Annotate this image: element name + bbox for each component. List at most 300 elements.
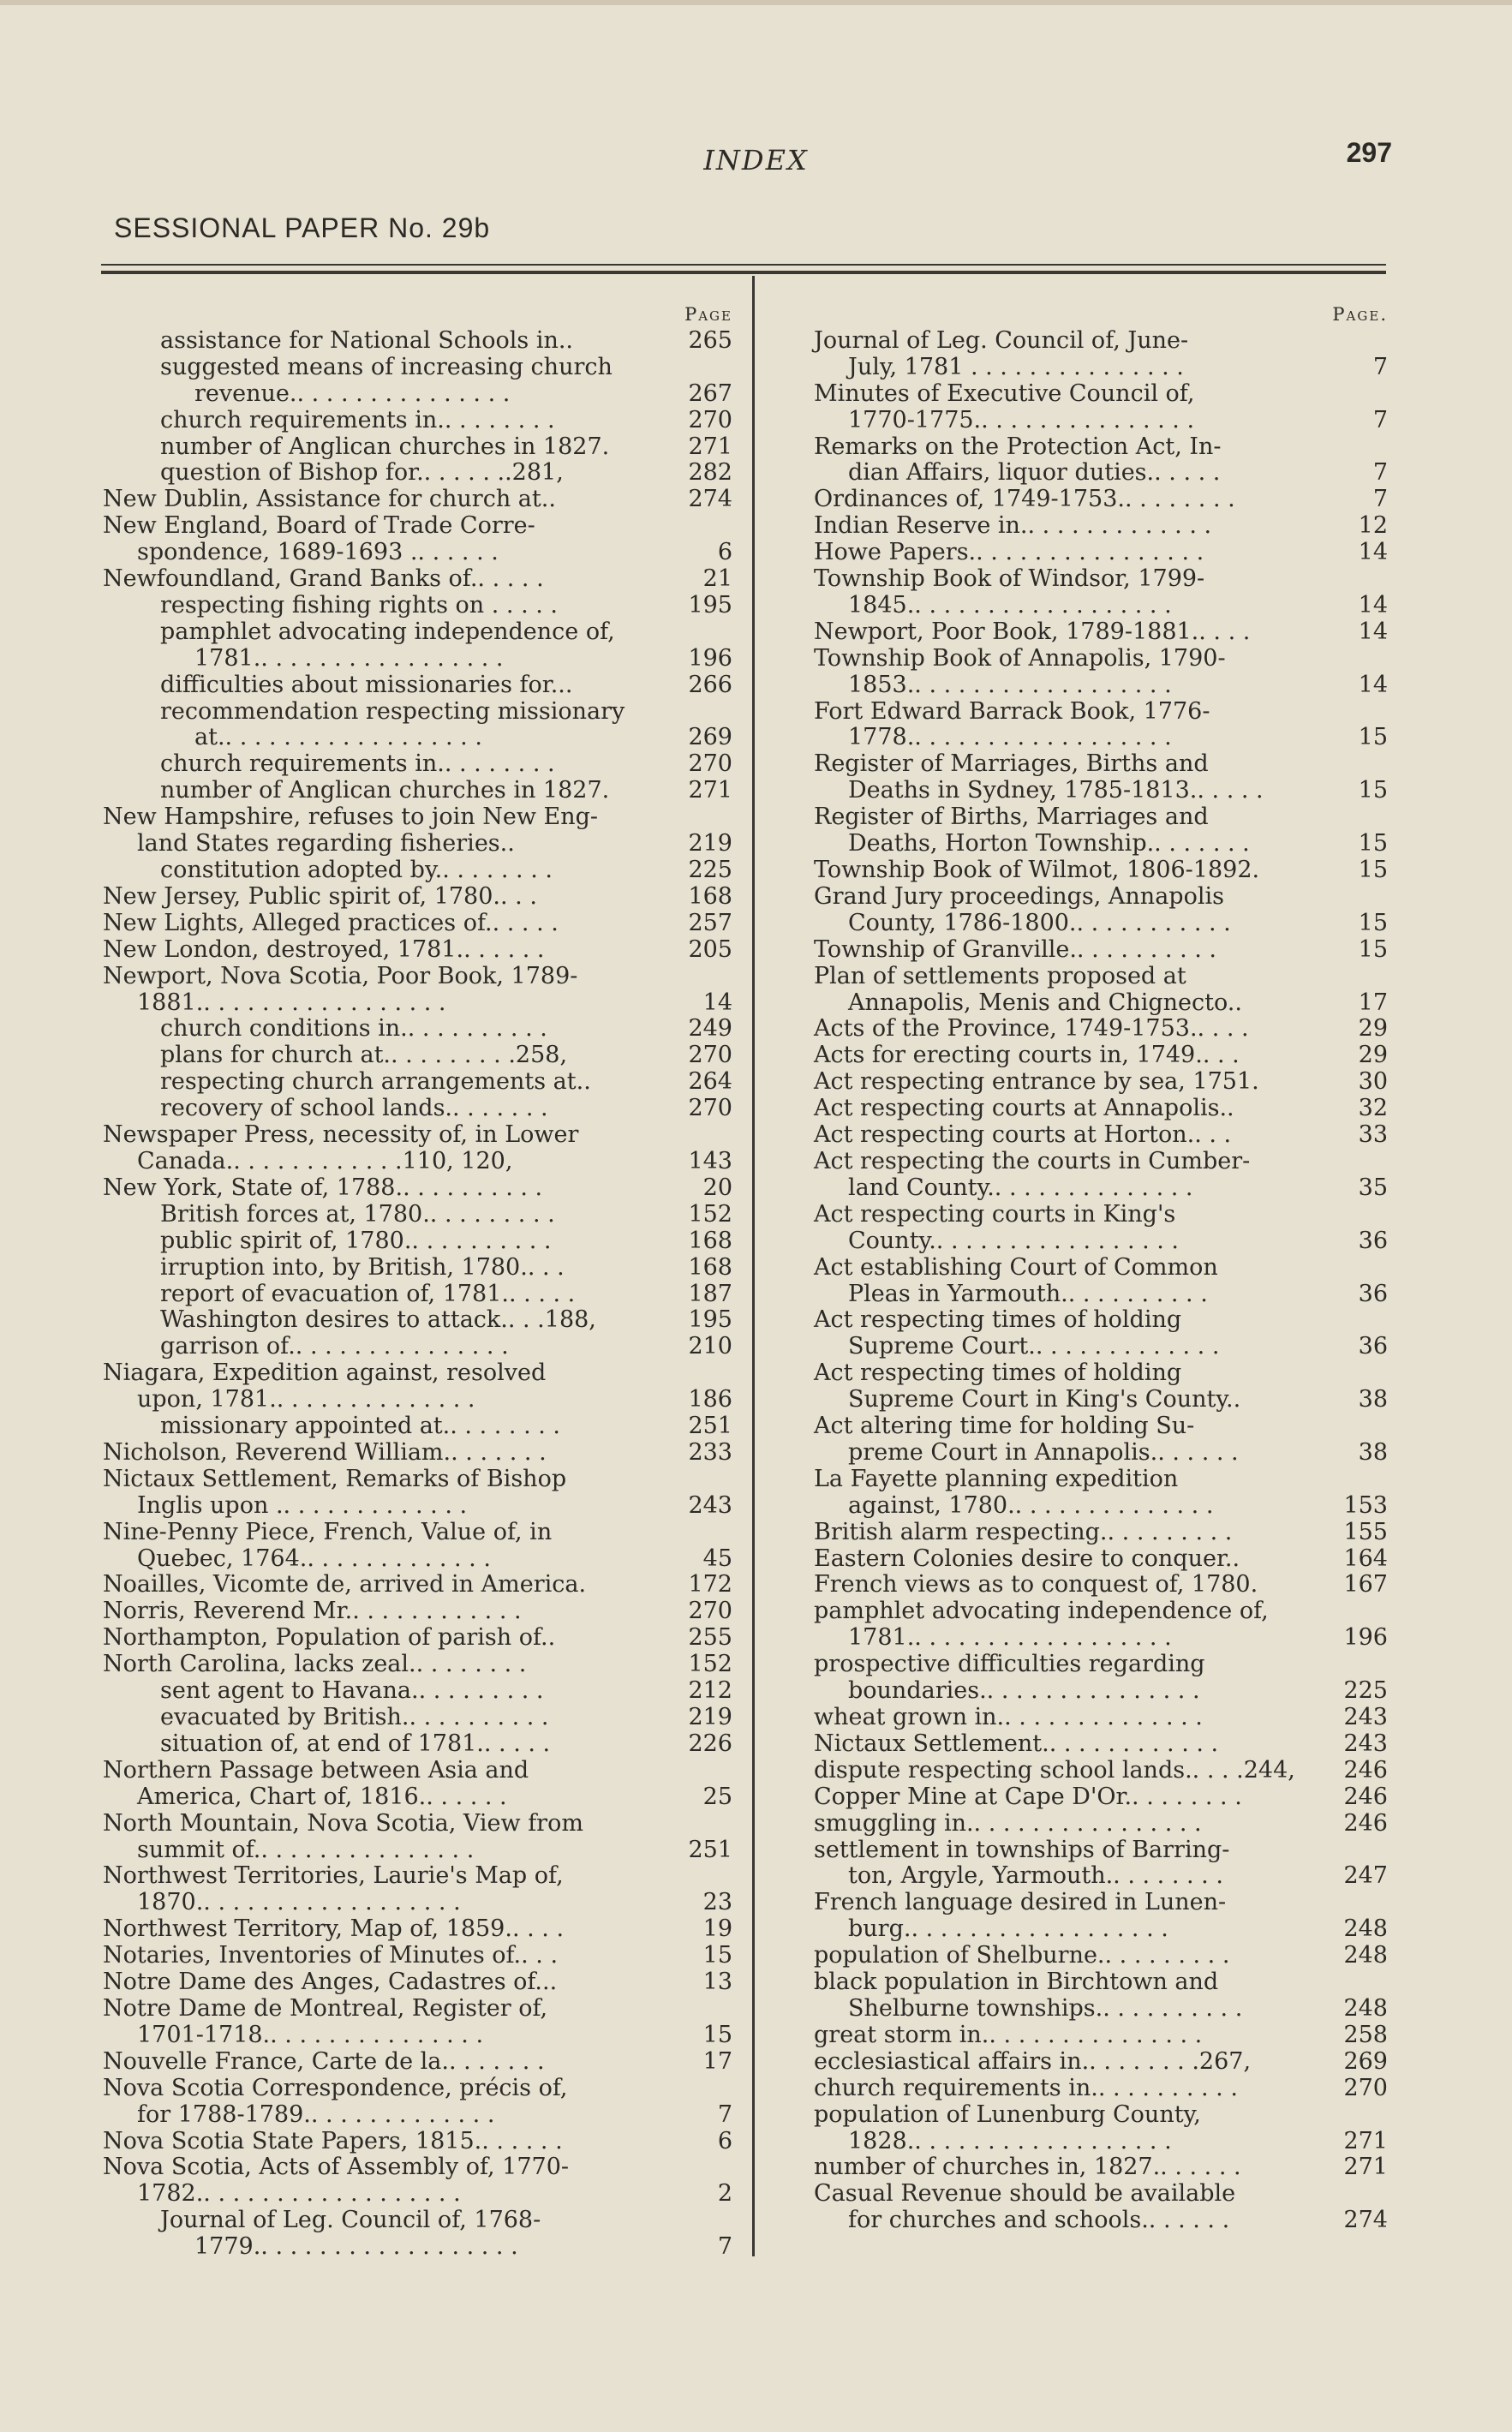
- index-entry-line: great storm in.. . . . . . . . . . . . . . .: [814, 2021, 1203, 2048]
- index-entry-line: Northern Passage between Asia and: [103, 1756, 529, 1784]
- index-entry-text: [814, 646, 1304, 699]
- index-entry-line: settlement in townships of Barring-: [814, 1836, 1230, 1863]
- index-entry: [103, 1916, 732, 1943]
- index-entry-page: 270: [688, 750, 732, 778]
- index-entry-line: North Mountain, Nova Scotia, View from: [103, 1809, 583, 1837]
- index-entry-text: [103, 1598, 648, 1625]
- index-entry-page: 271: [688, 777, 732, 804]
- index-entry-text: [814, 1705, 1304, 1731]
- index-entry-line: pamphlet advocating independence of,: [814, 1598, 1269, 1625]
- index-entry-line: Northampton, Population of parish of..: [103, 1624, 556, 1652]
- index-entry-line: Nicholson, Reverend William.. . . . . . .: [103, 1438, 547, 1466]
- index-entry-line: sent agent to Havana.. . . . . . . . .: [160, 1677, 544, 1705]
- index-entry: [814, 1467, 1388, 1520]
- index-entry-line: population of Lunenburg County,: [814, 2100, 1201, 2128]
- index-entry: [103, 672, 732, 699]
- index-entry-page: 152: [688, 1200, 732, 1228]
- index-entry-line: Act respecting the courts in Cumber-: [814, 1147, 1251, 1174]
- index-entry-text: [814, 1413, 1304, 1467]
- index-entry-line: 1845.. . . . . . . . . . . . . . . . . .: [848, 591, 1172, 618]
- index-entry-page: 243: [688, 1491, 732, 1519]
- index-entry-page: 187: [688, 1280, 732, 1307]
- index-entry: [103, 778, 732, 804]
- index-entry-text: [103, 937, 648, 964]
- index-entry-text: [103, 1678, 648, 1705]
- index-entry-page: 14: [702, 989, 732, 1016]
- index-entry-line: County, 1786-1800.. . . . . . . . . . .: [848, 909, 1231, 936]
- index-entry-text: [103, 1282, 648, 1308]
- index-entry-line: recovery of school lands.. . . . . . .: [160, 1095, 548, 1122]
- index-entry-line: 1828.. . . . . . . . . . . . . . . . . .: [848, 2127, 1172, 2154]
- index-entry-text: [103, 434, 648, 461]
- index-entry-page: 19: [702, 1915, 732, 1943]
- index-entry: [103, 1996, 732, 2049]
- index-entry-line: Nictaux Settlement, Remarks of Bishop: [103, 1465, 567, 1492]
- index-entry: [814, 857, 1388, 884]
- index-entry-line: constitution adopted by.. . . . . . . .: [160, 857, 553, 884]
- index-entry-text: [814, 1598, 1304, 1652]
- index-entry: [103, 328, 732, 355]
- index-entry-line: respecting church arrangements at..: [160, 1068, 591, 1096]
- index-entry-page: 246: [1343, 1783, 1388, 1810]
- index-entry-line: French views as to conquest of, 1780.: [814, 1571, 1258, 1598]
- index-entry-text: [103, 2154, 648, 2208]
- index-entry-line: wheat grown in.. . . . . . . . . . . . . .: [814, 1704, 1203, 1731]
- index-entry-text: [103, 857, 648, 884]
- index-entry-text: [814, 1969, 1304, 2023]
- index-entry: [103, 2049, 732, 2076]
- index-entry-text: [814, 566, 1304, 619]
- index-entry-page: 248: [1343, 1994, 1388, 2022]
- index-entry-line: Act respecting courts in King's: [814, 1200, 1176, 1228]
- index-entry: [814, 540, 1388, 566]
- index-entry-page: 270: [688, 1598, 732, 1625]
- index-entry-page: 267: [688, 379, 732, 407]
- index-entry: [103, 2076, 732, 2129]
- index-entry-page: 196: [688, 644, 732, 672]
- index-column-left: [103, 302, 754, 2261]
- index-entry-text: [103, 2049, 648, 2076]
- index-entry: [103, 1520, 732, 1573]
- index-entry-page: 269: [688, 724, 732, 751]
- index-entry-text: [103, 408, 648, 434]
- index-entry-page: 251: [688, 1836, 732, 1863]
- index-entry: [814, 2076, 1388, 2102]
- index-entry-line: Act respecting courts at Annapolis..: [814, 1095, 1234, 1122]
- index-entry-page: 226: [688, 1730, 732, 1757]
- index-entry-page: 6: [717, 2127, 732, 2154]
- index-entry-line: Township Book of Windsor, 1799-: [814, 565, 1205, 593]
- index-entry: [814, 1784, 1388, 1811]
- index-entry-page: 14: [1358, 618, 1388, 645]
- index-entry-line: Newfoundland, Grand Banks of.. . . . .: [103, 565, 544, 593]
- index-entry-line: Nova Scotia, Acts of Assembly of, 1770-: [103, 2154, 570, 2181]
- page-number: 297: [1346, 137, 1392, 168]
- index-entry-page: 7: [717, 2233, 732, 2261]
- index-entry-page: 225: [688, 857, 732, 884]
- index-entry-text: [103, 672, 648, 699]
- index-entry-text: [103, 1307, 648, 1334]
- index-entry-page: 7: [1372, 486, 1388, 513]
- index-entry: [814, 937, 1388, 964]
- index-entry: [103, 1122, 732, 1175]
- index-entry-line: 1778.. . . . . . . . . . . . . . . . . .: [848, 724, 1172, 751]
- index-entry-line: church conditions in.. . . . . . . . . .: [160, 1015, 547, 1043]
- index-entry-line: church requirements in.. . . . . . . .: [160, 750, 555, 778]
- index-entry: [103, 1096, 732, 1122]
- index-entry-line: ton, Argyle, Yarmouth.. . . . . . . .: [848, 1862, 1223, 1890]
- index-entry: [103, 1175, 732, 1202]
- index-entry-line: Northwest Territories, Laurie's Map of,: [103, 1862, 564, 1890]
- index-entry-page: 13: [702, 1969, 732, 1996]
- index-entry-line: Niagara, Expedition against, resolved: [103, 1359, 547, 1387]
- index-entry-page: 195: [688, 591, 732, 618]
- index-entry-page: 164: [1343, 1545, 1388, 1572]
- index-entry: [814, 751, 1388, 804]
- index-entry-text: [814, 1467, 1304, 1520]
- index-entry-text: [103, 1758, 648, 1811]
- sessional-paper-label: SESSIONAL PAPER No. 29b: [114, 212, 491, 243]
- index-entry-line: Act respecting times of holding: [814, 1306, 1182, 1334]
- index-entry-page: 255: [688, 1624, 732, 1652]
- index-entry-line: number of Anglican churches in 1827.: [160, 433, 610, 460]
- index-entry: [103, 2129, 732, 2155]
- index-entry: [814, 1069, 1388, 1096]
- index-entry-page: 36: [1358, 1280, 1388, 1307]
- index-entry-page: 23: [702, 1889, 732, 1916]
- index-entry-page: 36: [1358, 1333, 1388, 1360]
- index-entry-text: [103, 513, 648, 566]
- index-entry-text: [814, 1360, 1304, 1413]
- index-entry-text: [103, 1572, 648, 1598]
- index-entry-page: 20: [702, 1174, 732, 1201]
- index-entry: [814, 964, 1388, 1017]
- index-entry-text: [103, 487, 648, 513]
- index-entry-line: spondence, 1689-1693 .. . . . . .: [137, 539, 499, 566]
- index-entry-line: population of Shelburne.. . . . . . . . .: [814, 1942, 1230, 1969]
- index-entry-text: [103, 566, 648, 593]
- index-entry-line: New Hampshire, refuses to join New Eng-: [103, 804, 599, 831]
- index-entry-page: 32: [1358, 1095, 1388, 1122]
- index-entry: [103, 487, 732, 513]
- index-entry: [814, 566, 1388, 619]
- index-entry: [103, 1282, 732, 1308]
- index-entry-line: Act respecting courts at Horton.. . .: [814, 1121, 1232, 1149]
- index-entry-page: 25: [702, 1783, 732, 1810]
- index-entry-line: Supreme Court in King's County..: [848, 1386, 1241, 1413]
- index-entry-line: public spirit of, 1780.. . . . . . . . . .: [160, 1227, 552, 1254]
- index-entry-line: Ordinances of, 1749-1753.. . . . . . . .: [814, 486, 1235, 513]
- index-entry-line: Notre Dame des Anges, Cadastres of...: [103, 1969, 558, 1996]
- index-entry-text: [103, 751, 648, 778]
- index-entry-line: Nova Scotia Correspondence, précis of,: [103, 2074, 568, 2101]
- index-entry-line: at.. . . . . . . . . . . . . . . . . .: [194, 724, 482, 751]
- index-entry-line: Township of Granville.. . . . . . . . . .: [814, 935, 1216, 963]
- index-entry-line: Minutes of Executive Council of,: [814, 379, 1195, 407]
- index-entry: [814, 1122, 1388, 1149]
- index-entry-text: [103, 1016, 648, 1043]
- index-entry-page: 258: [1343, 2021, 1388, 2048]
- page-column-label-right: Page.: [1332, 304, 1388, 325]
- index-entry: [103, 937, 732, 964]
- index-entry-line: assistance for National Schools in..: [160, 326, 574, 354]
- index-entry-text: [103, 1625, 648, 1652]
- index-entry-page: 15: [1358, 857, 1388, 884]
- index-entry-page: 205: [688, 935, 732, 963]
- index-entry-line: Register of Births, Marriages and: [814, 804, 1209, 831]
- index-entry-page: 248: [1343, 1915, 1388, 1943]
- index-entry-line: British alarm respecting.. . . . . . . . .: [814, 1518, 1233, 1545]
- index-entry-line: Pleas in Yarmouth.. . . . . . . . . .: [848, 1280, 1208, 1307]
- index-entry: [814, 328, 1388, 381]
- index-entry-page: 270: [1343, 2074, 1388, 2101]
- index-entry: [103, 1069, 732, 1096]
- index-entry-line: smuggling in.. . . . . . . . . . . . . . . .: [814, 1809, 1202, 1837]
- index-entry-text: [103, 1467, 648, 1520]
- index-entry-line: garrison of.. . . . . . . . . . . . . . .: [160, 1333, 509, 1360]
- index-entry-line: Township Book of Annapolis, 1790-: [814, 644, 1226, 672]
- index-entry: [103, 408, 732, 434]
- index-entry-line: Nine-Penny Piece, French, Value of, in: [103, 1518, 553, 1545]
- index-entry-line: Noailles, Vicomte de, arrived in America.: [103, 1571, 587, 1598]
- index-entry-line: prospective difficulties regarding: [814, 1651, 1205, 1678]
- index-entry-page: 219: [688, 830, 732, 857]
- index-entry-line: upon, 1781.. . . . . . . . . . . . . .: [137, 1386, 475, 1413]
- index-entry-text: [814, 1122, 1304, 1149]
- index-entry: [103, 1307, 732, 1334]
- index-entry-text: [814, 1731, 1304, 1758]
- index-entry-line: Act altering time for holding Su-: [814, 1413, 1195, 1440]
- index-entry: [103, 1228, 732, 1255]
- index-entry-page: 266: [688, 671, 732, 698]
- index-entry: [814, 1731, 1388, 1758]
- index-entry-text: [103, 593, 648, 619]
- index-entry-page: 195: [688, 1306, 732, 1334]
- index-entry-page: 247: [1343, 1862, 1388, 1890]
- index-entry-line: 1782.. . . . . . . . . . . . . . . . . .: [137, 2180, 461, 2208]
- index-entry-line: burg.. . . . . . . . . . . . . . . . . .: [848, 1915, 1168, 1943]
- index-entry-line: New York, State of, 1788.. . . . . . . . . .: [103, 1174, 543, 1201]
- index-entry: [814, 1652, 1388, 1705]
- index-entry-page: 257: [688, 909, 732, 936]
- index-entry: [814, 1360, 1388, 1413]
- index-entry-text: [103, 1731, 648, 1758]
- index-entry-text: [814, 1520, 1304, 1546]
- index-entry: [103, 1811, 732, 1864]
- index-entry-line: preme Court in Annapolis.. . . . . .: [848, 1438, 1239, 1466]
- index-entry-page: 14: [1358, 539, 1388, 566]
- index-entry-page: 269: [1343, 2047, 1388, 2075]
- index-entry-page: 167: [1343, 1571, 1388, 1598]
- index-entry-text: [103, 2076, 648, 2129]
- index-entry-page: 7: [1372, 406, 1388, 433]
- index-entry-text: [814, 2102, 1304, 2155]
- index-entry: [814, 1043, 1388, 1069]
- index-entry: [814, 1811, 1388, 1837]
- index-entry-line: Acts of the Province, 1749-1753.. . . .: [814, 1015, 1249, 1043]
- index-entry: [103, 804, 732, 857]
- index-entry-line: land States regarding fisheries..: [137, 830, 515, 857]
- index-entry-text: [814, 434, 1304, 487]
- index-entry-page: 271: [1343, 2127, 1388, 2154]
- index-entry: [103, 1731, 732, 1758]
- index-entry-line: July, 1781 . . . . . . . . . . . . . . .: [848, 353, 1184, 380]
- index-entry-line: Nova Scotia State Papers, 1815.. . . . . .: [103, 2127, 563, 2154]
- index-entry-line: Northwest Territory, Map of, 1859.. . . .: [103, 1915, 565, 1943]
- index-entry-line: Newspaper Press, necessity of, in Lower: [103, 1121, 579, 1149]
- index-entry: [103, 1202, 732, 1228]
- index-entry-page: 243: [1343, 1730, 1388, 1757]
- index-entry: [814, 1016, 1388, 1043]
- index-entry-page: 270: [688, 406, 732, 433]
- index-entry-line: Acts for erecting courts in, 1749.. . .: [814, 1042, 1240, 1069]
- index-entry-page: 168: [688, 1227, 732, 1254]
- index-entry-line: recommendation respecting missionary: [160, 697, 625, 725]
- index-entry-line: number of Anglican churches in 1827.: [160, 777, 610, 804]
- index-entry: [814, 646, 1388, 699]
- index-entry-text: [814, 1307, 1304, 1360]
- index-entry: [103, 1413, 732, 1440]
- index-entry: [103, 1652, 732, 1678]
- index-entry-text: [814, 884, 1304, 937]
- index-entry-text: [814, 937, 1304, 964]
- index-entry-line: situation of, at end of 1781.. . . . .: [160, 1730, 551, 1757]
- index-entry-line: irruption into, by British, 1780.. . .: [160, 1253, 565, 1281]
- index-entry-text: [103, 1996, 648, 2049]
- index-entry-line: Journal of Leg. Council of, 1768-: [160, 2207, 541, 2234]
- index-entry-line: ecclesiastical affairs in.. . . . . . . .267,: [814, 2047, 1252, 2075]
- index-entry-page: 38: [1358, 1386, 1388, 1413]
- index-entry-line: Newport, Poor Book, 1789-1881.. . . .: [814, 618, 1251, 645]
- index-entry: [103, 355, 732, 408]
- index-entry-page: 143: [688, 1147, 732, 1174]
- index-entry-page: 152: [688, 1651, 732, 1678]
- index-entry-text: [814, 381, 1304, 434]
- index-entry-line: French language desired in Lunen-: [814, 1889, 1227, 1916]
- index-entry-line: 1781.. . . . . . . . . . . . . . . . . .: [848, 1624, 1172, 1652]
- index-entry: [103, 2208, 732, 2261]
- index-entry: [814, 699, 1388, 752]
- index-entry-line: Notaries, Inventories of Minutes of.. . .: [103, 1942, 559, 1969]
- index-entry-page: 246: [1343, 1756, 1388, 1784]
- index-entry: [103, 911, 732, 937]
- index-entry: [814, 1598, 1388, 1652]
- index-entry: [814, 1546, 1388, 1573]
- index-entry: [103, 1043, 732, 1069]
- index-entry-text: [103, 1069, 648, 1096]
- index-entry-page: 15: [1358, 777, 1388, 804]
- index-entry-line: plans for church at.. . . . . . . . .258,: [160, 1042, 568, 1069]
- page-column-label-left: Page: [684, 304, 732, 325]
- index-entry-line: New Dublin, Assistance for church at..: [103, 486, 556, 513]
- index-entry-page: 246: [1343, 1809, 1388, 1837]
- index-entry-page: 14: [1358, 591, 1388, 618]
- index-entry-page: 265: [688, 326, 732, 354]
- index-entry-line: black population in Birchtown and: [814, 1969, 1219, 1996]
- index-entry-line: revenue.. . . . . . . . . . . . . . .: [194, 379, 511, 407]
- index-entry-page: 212: [688, 1677, 732, 1705]
- index-entry-text: [103, 1811, 648, 1864]
- index-entry-text: [103, 1202, 648, 1228]
- index-entry-text: [814, 1943, 1304, 1969]
- index-entry-text: [103, 1175, 648, 1202]
- index-entry-line: La Fayette planning expedition: [814, 1465, 1179, 1492]
- index-entry-line: Remarks on the Protection Act, In-: [814, 433, 1222, 460]
- index-entry-text: [103, 1943, 648, 1969]
- index-entry: [814, 1758, 1388, 1784]
- index-entry-line: America, Chart of, 1816.. . . . . .: [137, 1783, 507, 1810]
- index-entry-text: [103, 1334, 648, 1360]
- index-entry-text: [814, 1149, 1304, 1202]
- index-entry-text: [814, 2076, 1304, 2102]
- index-entry-line: against, 1780.. . . . . . . . . . . . . .: [848, 1491, 1214, 1519]
- index-entry: [103, 884, 732, 911]
- index-entry-line: New London, destroyed, 1781.. . . . . .: [103, 935, 545, 963]
- index-entry: [103, 1758, 732, 1811]
- index-entry-line: Act respecting entrance by sea, 1751.: [814, 1068, 1259, 1096]
- index-entry-line: 1779.. . . . . . . . . . . . . . . . . .: [194, 2233, 518, 2261]
- index-column-right: [814, 302, 1431, 2234]
- index-entry-line: Eastern Colonies desire to conquer..: [814, 1545, 1240, 1572]
- index-entry-text: [103, 699, 648, 752]
- index-entry-text: [103, 1705, 648, 1731]
- index-entry-page: 270: [688, 1042, 732, 1069]
- index-entry-page: 249: [688, 1015, 732, 1043]
- index-entry: [814, 1705, 1388, 1731]
- index-entry-text: [103, 1413, 648, 1440]
- index-entry-text: [814, 540, 1304, 566]
- index-entry: [103, 699, 732, 752]
- index-entry-page: 17: [1358, 989, 1388, 1016]
- index-entry: [103, 2154, 732, 2208]
- index-entry-line: 1701-1718.. . . . . . . . . . . . . . .: [137, 2021, 484, 2048]
- index-entry-line: suggested means of increasing church: [160, 353, 613, 380]
- index-entry: [103, 1863, 732, 1916]
- index-entry-text: [103, 1863, 648, 1916]
- index-entry-text: [103, 804, 648, 857]
- index-entry-text: [103, 1652, 648, 1678]
- index-entry-text: [814, 619, 1304, 646]
- index-entry-text: [814, 2049, 1304, 2076]
- index-entry-text: [814, 328, 1304, 381]
- index-entry: [103, 857, 732, 884]
- index-entry-text: [103, 2208, 648, 2261]
- index-entry-page: 2: [717, 2180, 732, 2208]
- index-entry-text: [814, 699, 1304, 752]
- index-entry-line: Deaths, Horton Township.. . . . . . .: [848, 830, 1250, 857]
- index-entry-text: [814, 1043, 1304, 1069]
- index-entry-page: 274: [1343, 2207, 1388, 2234]
- index-entry-line: land County.. . . . . . . . . . . . . .: [848, 1174, 1193, 1201]
- index-entry-line: Quebec, 1764.. . . . . . . . . . . . .: [137, 1545, 491, 1572]
- index-entry-line: Notre Dame de Montreal, Register of,: [103, 1994, 548, 2022]
- index-entry-text: [814, 1758, 1304, 1784]
- index-entry-page: 264: [688, 1068, 732, 1096]
- index-entry-page: 7: [1372, 459, 1388, 487]
- index-entry-page: 45: [702, 1545, 732, 1572]
- index-entry-text: [814, 513, 1304, 540]
- index-entry-page: 15: [702, 2021, 732, 2048]
- index-entry-page: 270: [688, 1095, 732, 1122]
- index-entry-line: Washington desires to attack.. . .188,: [160, 1306, 596, 1334]
- index-entry-line: church requirements in.. . . . . . . . . .: [814, 2074, 1238, 2101]
- index-entry-text: [814, 2154, 1304, 2181]
- index-entry-line: New Lights, Alleged practices of.. . . . .: [103, 909, 559, 936]
- index-entry-page: 12: [1358, 512, 1388, 540]
- index-entry-line: Township Book of Wilmot, 1806-1892.: [814, 857, 1260, 884]
- index-entry-page: 243: [1343, 1704, 1388, 1731]
- index-entry-line: for churches and schools.. . . . . .: [848, 2207, 1230, 2234]
